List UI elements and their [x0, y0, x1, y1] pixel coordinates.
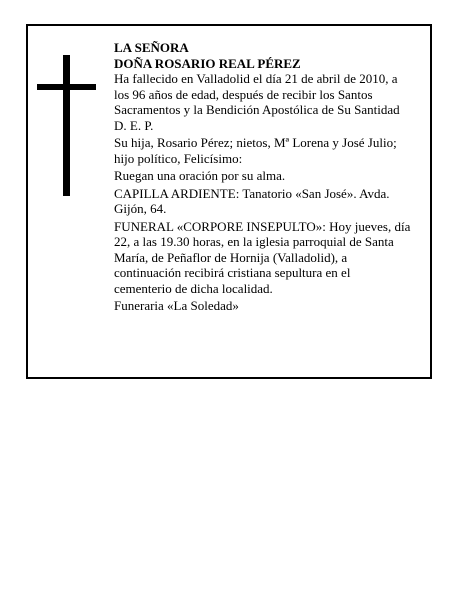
obituary-line: Ha fallecido en Valladolid el día 21 de abril de 2010, a	[114, 71, 398, 86]
obituary-line: FUNERAL «CORPORE INSEPULTO»: Hoy jueves, día	[114, 218, 411, 234]
obituary-text	[114, 40, 432, 314]
obituary-line: continuación recibirá cristiana sepultura en el	[114, 265, 351, 280]
obituary-line: María, de Peñaflor de Hornija (Valladolid), a	[114, 249, 348, 265]
obituary-line: 22, a las 19.30 horas, en la iglesia parroquial de Santa	[114, 234, 394, 249]
obituary-line: Ruegan una oración por su alma.	[114, 168, 286, 183]
obituary-line: Su hija, Rosario Pérez; nietos, Mª Lorena y José Julio;	[114, 135, 397, 150]
obituary-line: hijo político, Felicísimo:	[114, 150, 243, 166]
obituary-line: D. E. P.	[114, 117, 154, 133]
obituary-line: los 96 años de edad, después de recibir los Santos	[114, 86, 373, 102]
obituary-line: cementerio de dicha localidad.	[114, 280, 273, 296]
obituary-line: Funeraria «La Soledad»	[114, 298, 239, 313]
obituary-heading-name: DOÑA ROSARIO REAL PÉREZ	[114, 55, 301, 71]
obituary-line: CAPILLA ARDIENTE: Tanatorio «San José». Avda.	[114, 185, 390, 201]
cross-icon	[63, 55, 70, 196]
cross-icon-crossbar	[37, 84, 96, 90]
obituary-line: Gijón, 64.	[114, 201, 167, 216]
obituary-line: Sacramentos y la Bendición Apostólica de Su Santidad	[114, 102, 400, 117]
obituary-heading-title: LA SEÑORA	[114, 40, 189, 55]
